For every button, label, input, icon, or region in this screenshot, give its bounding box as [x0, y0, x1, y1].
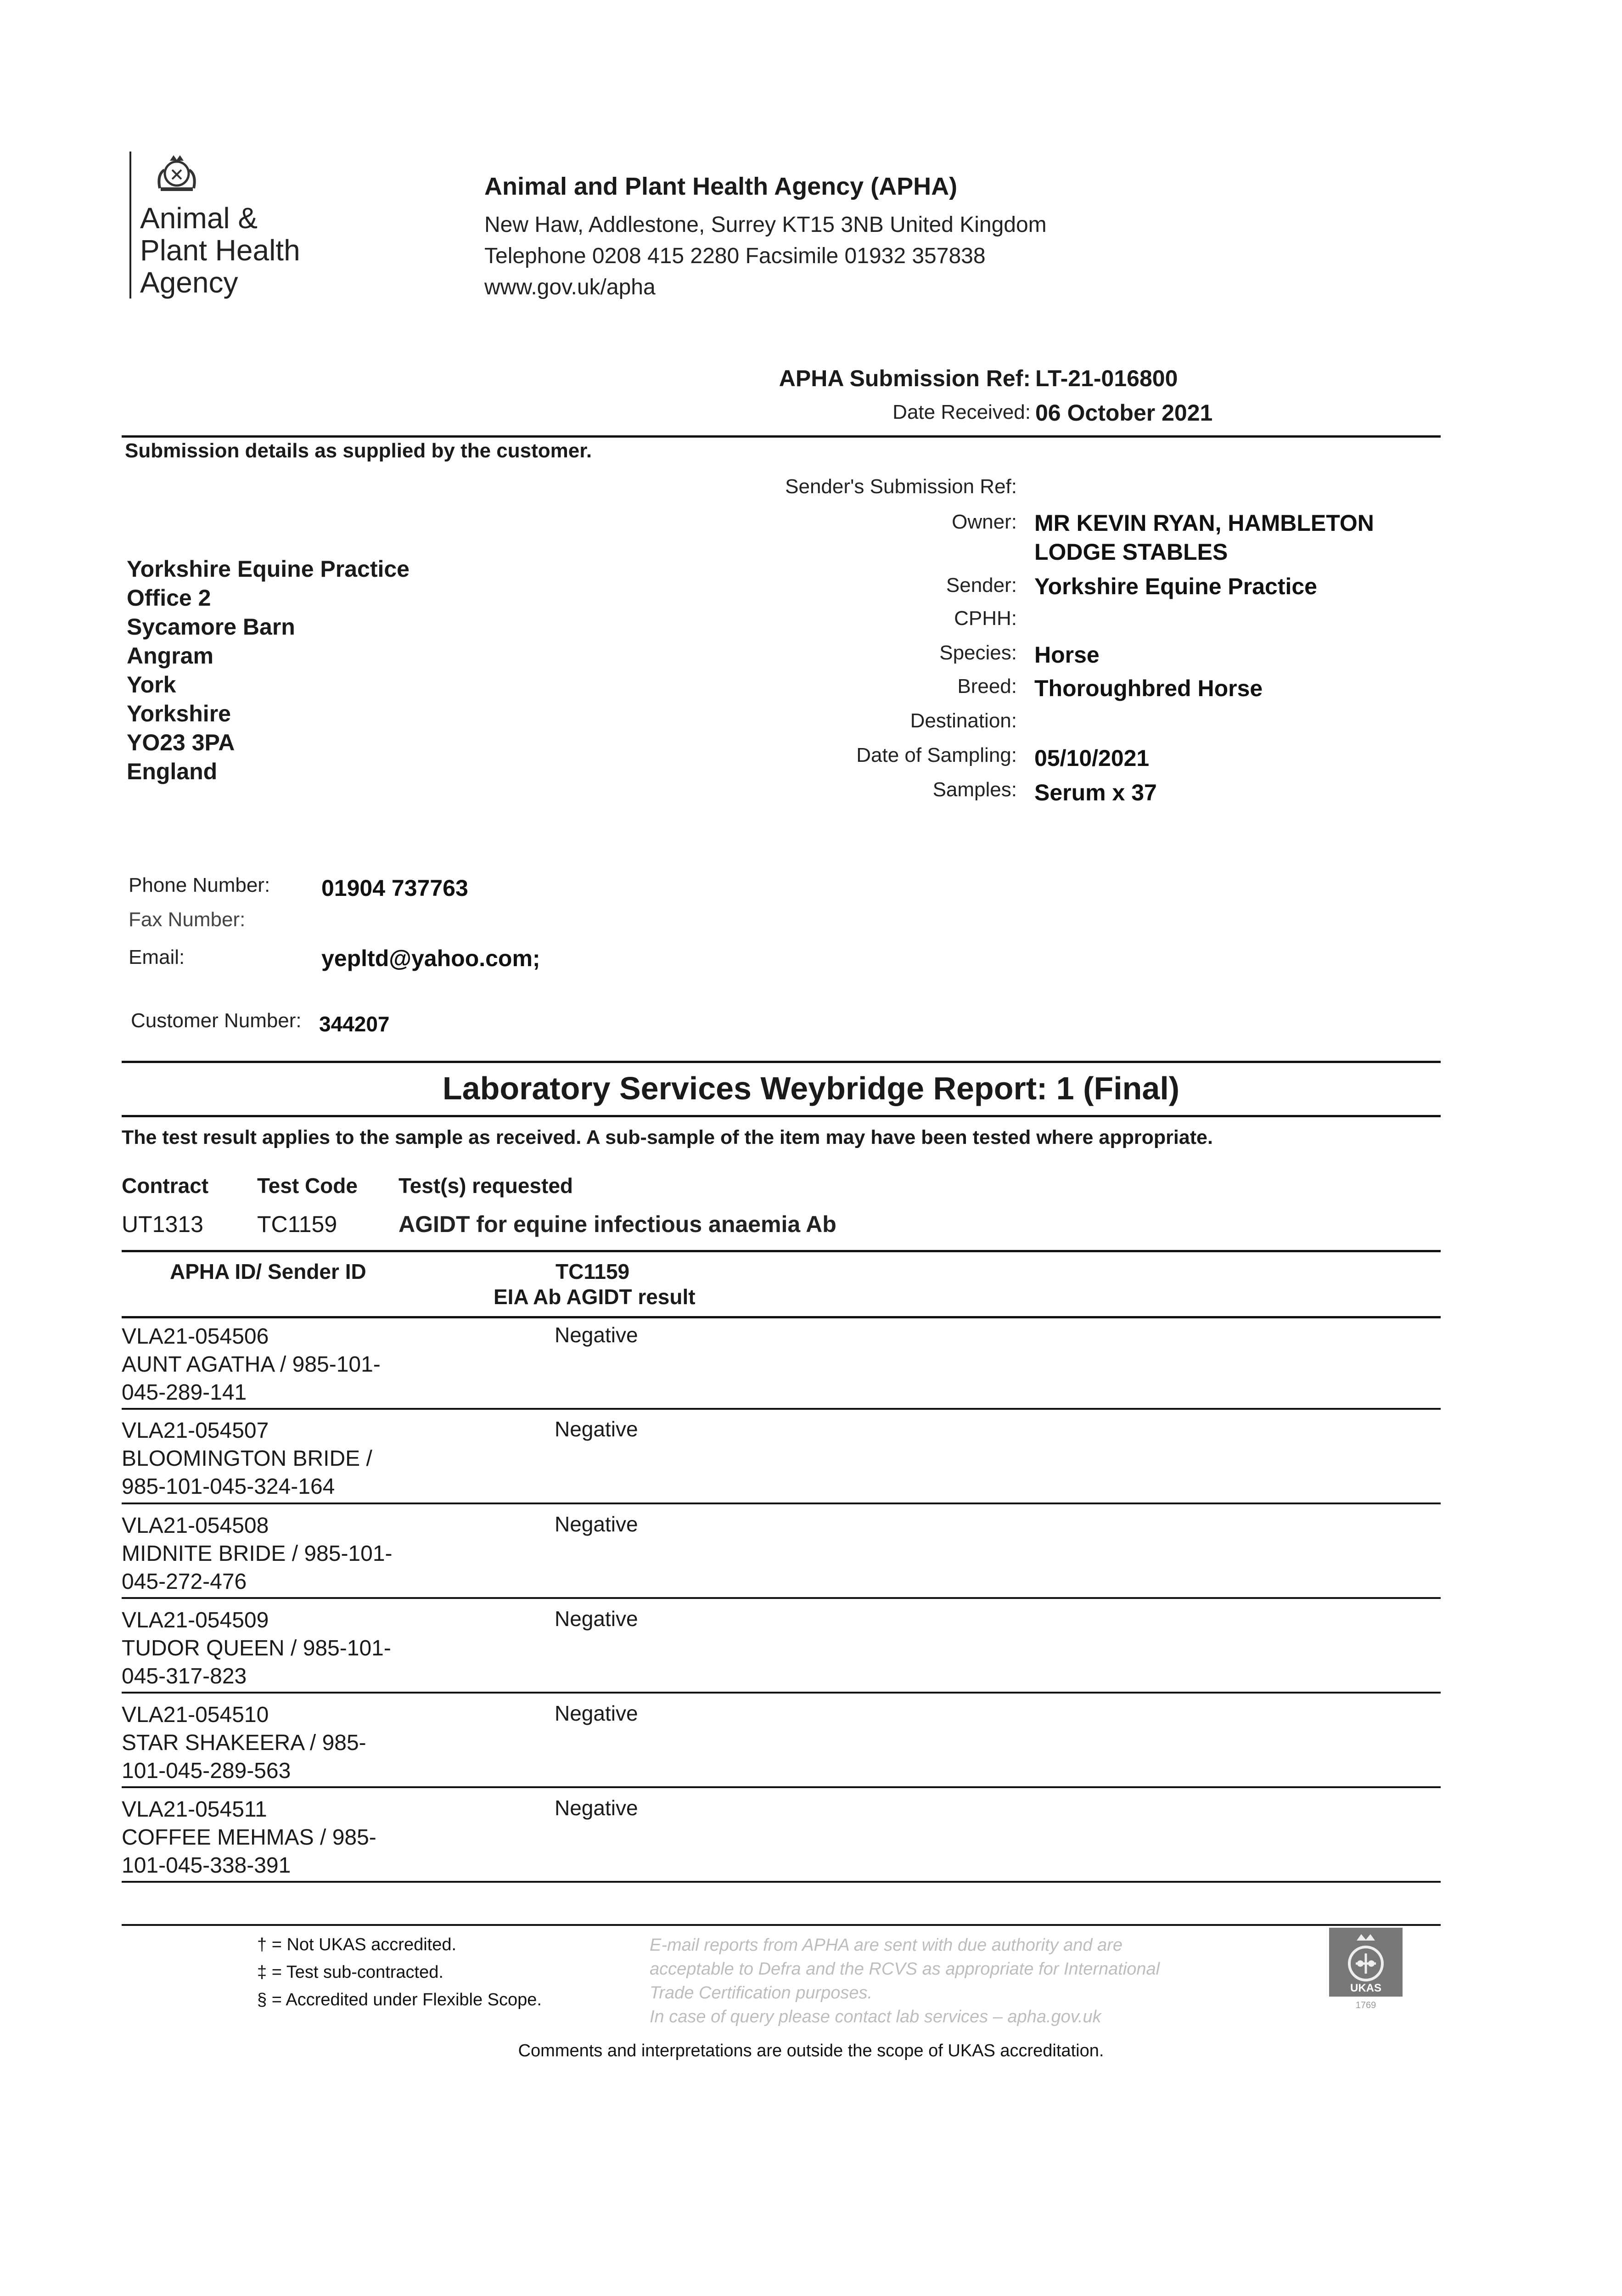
address-line: Sycamore Barn [127, 614, 295, 640]
table-top-rule [122, 1250, 1441, 1252]
tests-requested-header: Test(s) requested [398, 1174, 573, 1198]
ukas-number: 1769 [1355, 2000, 1376, 2010]
apha-id: VLA21-054510 [122, 1703, 269, 1727]
address-line: Angram [127, 643, 213, 669]
footer-rule [122, 1924, 1441, 1926]
address-line: Yorkshire [127, 701, 231, 726]
table-header-rule [122, 1316, 1441, 1318]
test-code-header: Test Code [257, 1174, 358, 1198]
row-divider [122, 1692, 1441, 1694]
row-divider [122, 1786, 1441, 1788]
apha-id: VLA21-054511 [122, 1797, 267, 1822]
sender-id-line: 045-317-823 [122, 1664, 247, 1688]
result-cell: Negative [555, 1323, 638, 1347]
agency-logo-text [140, 202, 300, 298]
legend-item: † = Not UKAS accredited. [257, 1935, 457, 1954]
org-telephone: Telephone 0208 415 2280 Facsimile 01932 357838 [484, 244, 986, 268]
email-value[interactable]: yepltd@yahoo.com; [321, 945, 540, 971]
disclaimer-line: Trade Certification purposes. [650, 1983, 873, 2003]
ukas-accreditation-mark [1329, 1928, 1403, 2015]
id-column-header: APHA ID/ Sender ID [170, 1260, 366, 1283]
test-code-value: TC1159 [257, 1211, 337, 1237]
date-received-value: 06 October 2021 [1035, 400, 1213, 426]
samples-value: Serum x 37 [1034, 780, 1157, 805]
owner-value-line2: LODGE STABLES [1034, 539, 1228, 565]
phone-label: Phone Number: [129, 874, 270, 896]
sender-id-line: 045-289-141 [122, 1380, 247, 1405]
sample-id-cell [122, 1701, 452, 1785]
legend-item: ‡ = Test sub-contracted. [257, 1963, 443, 1982]
logo-line: Agency [140, 266, 238, 299]
customer-address [127, 555, 410, 786]
samples-label: Samples: [932, 778, 1017, 801]
apha-id: VLA21-054509 [122, 1608, 269, 1632]
sender-id-line: 045-272-476 [122, 1570, 247, 1594]
logo-divider [129, 152, 131, 298]
sender-id-line: STAR SHAKEERA / 985- [122, 1731, 366, 1755]
owner-value-line1: MR KEVIN RYAN, HAMBLETON [1034, 510, 1374, 536]
disclaimer-line: acceptable to Defra and the RCVS as appropriate for International [650, 1959, 1160, 1979]
apha-id: VLA21-054508 [122, 1514, 269, 1538]
submission-ref-value: LT-21-016800 [1035, 366, 1178, 391]
sender-id-line: 101-045-289-563 [122, 1759, 291, 1783]
test-requested-value: AGIDT for equine infectious anaemia Ab [398, 1211, 836, 1237]
customer-number-label: Customer Number: [131, 1009, 302, 1032]
address-line: England [127, 759, 218, 784]
address-line: York [127, 672, 176, 698]
sample-id-cell [122, 1606, 452, 1690]
customer-number-value: 344207 [319, 1012, 390, 1036]
sender-id-line: MIDNITE BRIDE / 985-101- [122, 1542, 393, 1566]
result-cell: Negative [555, 1607, 638, 1631]
sender-id-line: 101-045-338-391 [122, 1853, 291, 1878]
disclaimer-line: E-mail reports from APHA are sent with due authority and are [650, 1936, 1122, 1955]
sender-id-line: AUNT AGATHA / 985-101- [122, 1352, 381, 1377]
org-address: New Haw, Addlestone, Surrey KT15 3NB United Kingdom [484, 213, 1047, 237]
senders-ref-label: Sender's Submission Ref: [785, 475, 1017, 498]
report-note: The test result applies to the sample as received. A sub-sample of the item may have been tested where appropriate. [122, 1126, 1213, 1148]
fax-label: Fax Number: [129, 908, 246, 931]
sampling-date-value: 05/10/2021 [1034, 745, 1150, 771]
breed-value: Thoroughbred Horse [1034, 675, 1263, 701]
result-column-header-name: EIA Ab AGIDT result [494, 1285, 696, 1309]
report-title-rule [122, 1115, 1441, 1117]
address-line: Yorkshire Equine Practice [127, 556, 410, 582]
sample-id-cell [122, 1795, 452, 1880]
sender-id-line: TUDOR QUEEN / 985-101- [122, 1636, 391, 1660]
sampling-date-label: Date of Sampling: [856, 744, 1017, 766]
sender-label: Sender: [946, 574, 1017, 597]
ukas-scope-note: Comments and interpretations are outside the scope of UKAS accreditation. [518, 2041, 1104, 2060]
result-cell: Negative [555, 1512, 638, 1536]
result-cell: Negative [555, 1701, 638, 1725]
report-top-rule [122, 1061, 1441, 1063]
contract-header: Contract [122, 1174, 209, 1198]
row-divider [122, 1408, 1441, 1410]
disclaimer-line: In case of query please contact lab services – apha.gov.uk [650, 2007, 1101, 2026]
legend-item: § = Accredited under Flexible Scope. [257, 1990, 542, 2009]
address-line: Office 2 [127, 585, 211, 611]
supplied-note: Submission details as supplied by the customer. [125, 439, 592, 462]
org-title: Animal and Plant Health Agency (APHA) [484, 173, 958, 200]
row-divider [122, 1503, 1441, 1504]
phone-value: 01904 737763 [321, 875, 468, 901]
sender-value: Yorkshire Equine Practice [1034, 574, 1317, 599]
contract-value: UT1313 [122, 1211, 203, 1237]
destination-label: Destination: [910, 709, 1017, 732]
ukas-label: UKAS [1350, 1982, 1381, 1994]
date-received-label: Date Received: [892, 401, 1031, 423]
result-column-header-code: TC1159 [556, 1260, 630, 1283]
result-cell: Negative [555, 1796, 638, 1820]
address-line: YO23 3PA [127, 730, 235, 755]
sample-id-cell [122, 1512, 452, 1596]
apha-id: VLA21-054507 [122, 1418, 269, 1443]
species-value: Horse [1034, 642, 1100, 668]
email-label: Email: [129, 946, 185, 968]
apha-id: VLA21-054506 [122, 1324, 269, 1349]
table-bottom-rule [122, 1881, 1441, 1883]
footnote-legend [257, 1931, 542, 2014]
submission-ref-label: APHA Submission Ref: [779, 366, 1031, 391]
royal-crest-icon [152, 147, 202, 197]
species-label: Species: [939, 642, 1017, 664]
cphh-label: CPHH: [954, 607, 1017, 630]
sender-id-line: 985-101-045-324-164 [122, 1474, 335, 1499]
sample-id-cell [122, 1322, 452, 1407]
sender-id-line: COFFEE MEHMAS / 985- [122, 1825, 376, 1850]
sample-id-cell [122, 1417, 452, 1501]
owner-label: Owner: [952, 511, 1017, 533]
logo-line: Plant Health [140, 234, 300, 267]
header-rule [122, 435, 1441, 438]
logo-line: Animal & [140, 202, 258, 235]
sender-id-line: BLOOMINGTON BRIDE / [122, 1446, 372, 1471]
row-divider [122, 1597, 1441, 1599]
result-cell: Negative [555, 1417, 638, 1441]
email-disclaimer [650, 1933, 1292, 2029]
report-title: Laboratory Services Weybridge Report: 1 (Final) [442, 1070, 1180, 1106]
org-website[interactable]: www.gov.uk/apha [484, 275, 656, 299]
breed-label: Breed: [957, 675, 1017, 698]
